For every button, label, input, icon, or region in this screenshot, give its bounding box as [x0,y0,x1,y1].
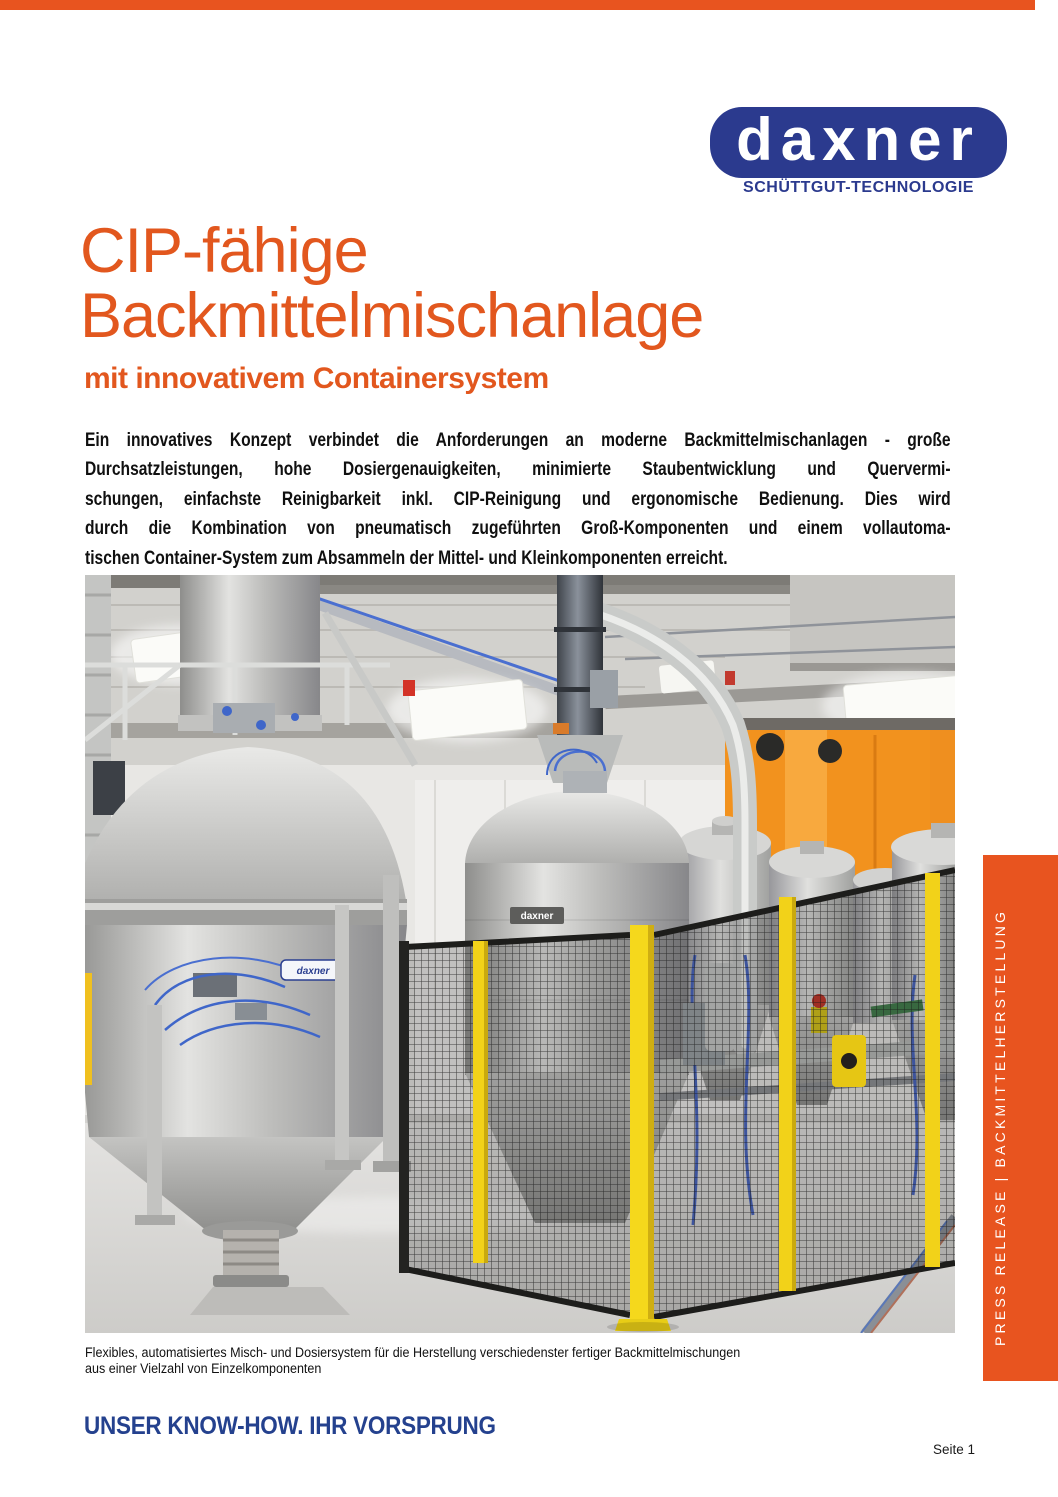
intro-line: schungen, einfachste Reinigbarkeit inkl. CIP-Reinigung und ergonomische Bedienung. Dies wird [85,487,951,510]
daxner-logo-text: daxner [736,106,981,173]
top-accent-bar [0,0,1035,10]
discharge-brand-label: daxner [296,966,330,977]
daxner-logo [710,107,1007,178]
plant-photo [85,575,955,1333]
page-title-line1: CIP-fähige [80,216,368,286]
photo-caption-line1: Flexibles, automatisiertes Misch- und Dosiersystem für die Herstellung verschiedenster fertiger Backmittelmischungen [85,1345,741,1360]
brand-tagline: SCHÜTTGUT-TECHNOLOGIE [743,179,974,196]
photo-caption-line2: aus einer Vielzahl von Einzelkomponenten [85,1360,322,1376]
page-number: Seite 1 [932,1442,975,1457]
intro-line: tischen Container-System zum Absammeln der Mittel- und Kleinkomponenten erreicht. [85,546,728,569]
page-title-line2: Backmittelmischanlage [80,281,704,351]
intro-line: durch die Kombination von pneumatisch zugeführten Groß-Komponenten und einem vollautoma- [85,517,951,540]
page-subtitle: mit innovativem Containersystem [84,362,549,395]
intro-paragraph [85,426,951,573]
photo-caption [85,1345,792,1377]
plant-photo-illustration [85,575,955,1333]
intro-line: Durchsatzleistungen, hohe Dosiergenauigkeiten, minimierte Staubentwicklung und Quervermi- [85,458,951,481]
sidebar-label: PRESS RELEASE | BACKMITTELHERSTELLUNG [992,908,1008,1346]
page-title [80,216,704,351]
intro-line: Ein innovatives Konzept verbindet die Anforderungen an moderne Backmittelmischanlagen - große [85,429,951,451]
vessel-brand-label: daxner [520,911,554,922]
footer-slogan: UNSER KNOW-HOW. IHR VORSPRUNG [84,1412,496,1440]
